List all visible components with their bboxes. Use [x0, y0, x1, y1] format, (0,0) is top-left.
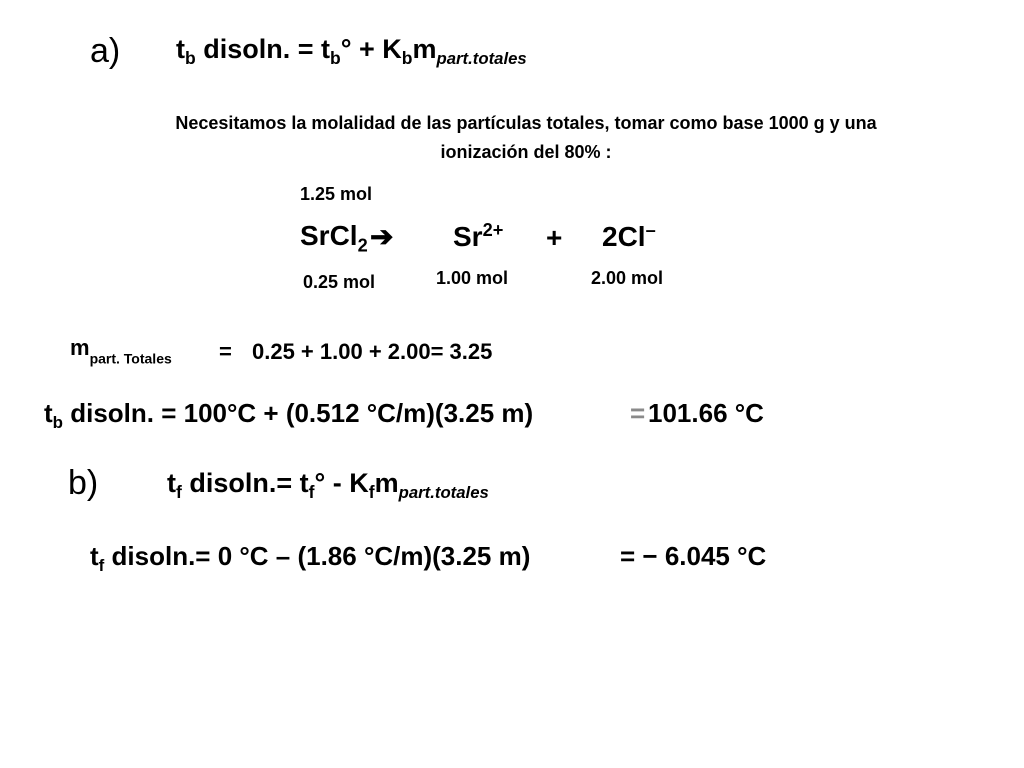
boiling-formula	[176, 34, 527, 69]
freezing-sub: f	[98, 555, 105, 575]
product-1-symbol: Sr	[453, 221, 483, 252]
note-line-2: ionización del 80% :	[440, 142, 612, 162]
formula-t: t	[176, 34, 185, 64]
product-2-mol: 2.00 mol	[591, 268, 664, 288]
note-line-1: Necesitamos la molalidad de las partículas totales, tomar como base 1000 g y una	[175, 113, 877, 133]
boiling-expr: disoln. = 100°C + (0.512 °C/m)(3.25 m)	[63, 398, 534, 428]
ff-sub-f: f	[176, 482, 182, 503]
freezing-formula	[167, 468, 489, 503]
ff-t: t	[167, 468, 176, 498]
reactant-sub: 2	[357, 235, 368, 256]
formula-mid: ° + K	[340, 34, 402, 64]
boiling-eq-sign: =	[630, 398, 646, 428]
product-2-charge: –	[645, 220, 656, 240]
formula-lhs: disoln. = t	[195, 34, 330, 64]
total-sub: part. Totales	[89, 350, 172, 367]
part-b-label: b)	[68, 464, 99, 502]
total-particles-line	[70, 335, 172, 366]
total-m: m	[70, 335, 90, 360]
boiling-sub: b	[52, 412, 63, 432]
freezing-expr: disoln.= 0 °C – (1.86 °C/m)(3.25 m)	[104, 541, 531, 571]
reaction-equation	[300, 220, 368, 256]
formula-sub-b3: b	[401, 48, 413, 69]
total-eq: =	[219, 339, 232, 364]
formula-sub-part: part.totales	[436, 48, 527, 68]
formula-m: m	[412, 34, 437, 64]
ff-sub-part: part.totales	[398, 482, 489, 502]
reaction-arrow: ➔	[370, 221, 394, 252]
ff-sub-f2: f	[308, 482, 315, 503]
boiling-calculation	[44, 398, 533, 433]
formula-sub-b2: b	[329, 48, 341, 69]
part-a-label: a)	[90, 32, 121, 70]
reactant: SrCl	[300, 220, 358, 251]
ff-lhs: disoln.= t	[181, 468, 309, 498]
product-2-symbol: 2Cl	[602, 221, 646, 252]
initial-mol: 1.25 mol	[300, 184, 373, 204]
ff-mid: ° - K	[314, 468, 369, 498]
product-2	[602, 220, 656, 253]
reaction-plus: +	[546, 222, 563, 253]
freezing-calculation	[90, 541, 530, 576]
product-1	[453, 220, 503, 253]
reactant-mol: 0.25 mol	[303, 272, 376, 292]
boiling-t: t	[44, 398, 53, 428]
total-expr: 0.25 + 1.00 + 2.00= 3.25	[252, 339, 493, 364]
product-1-mol: 1.00 mol	[436, 268, 509, 288]
boiling-result: 101.66 °C	[648, 398, 764, 428]
freezing-result: = − 6.045 °C	[620, 541, 767, 571]
ff-sub-f3: f	[368, 482, 375, 503]
formula-sub-b: b	[185, 48, 196, 69]
freezing-t: t	[90, 541, 99, 571]
ff-m: m	[374, 468, 399, 498]
product-1-charge: 2+	[482, 220, 504, 240]
instruction-note	[36, 109, 1016, 167]
